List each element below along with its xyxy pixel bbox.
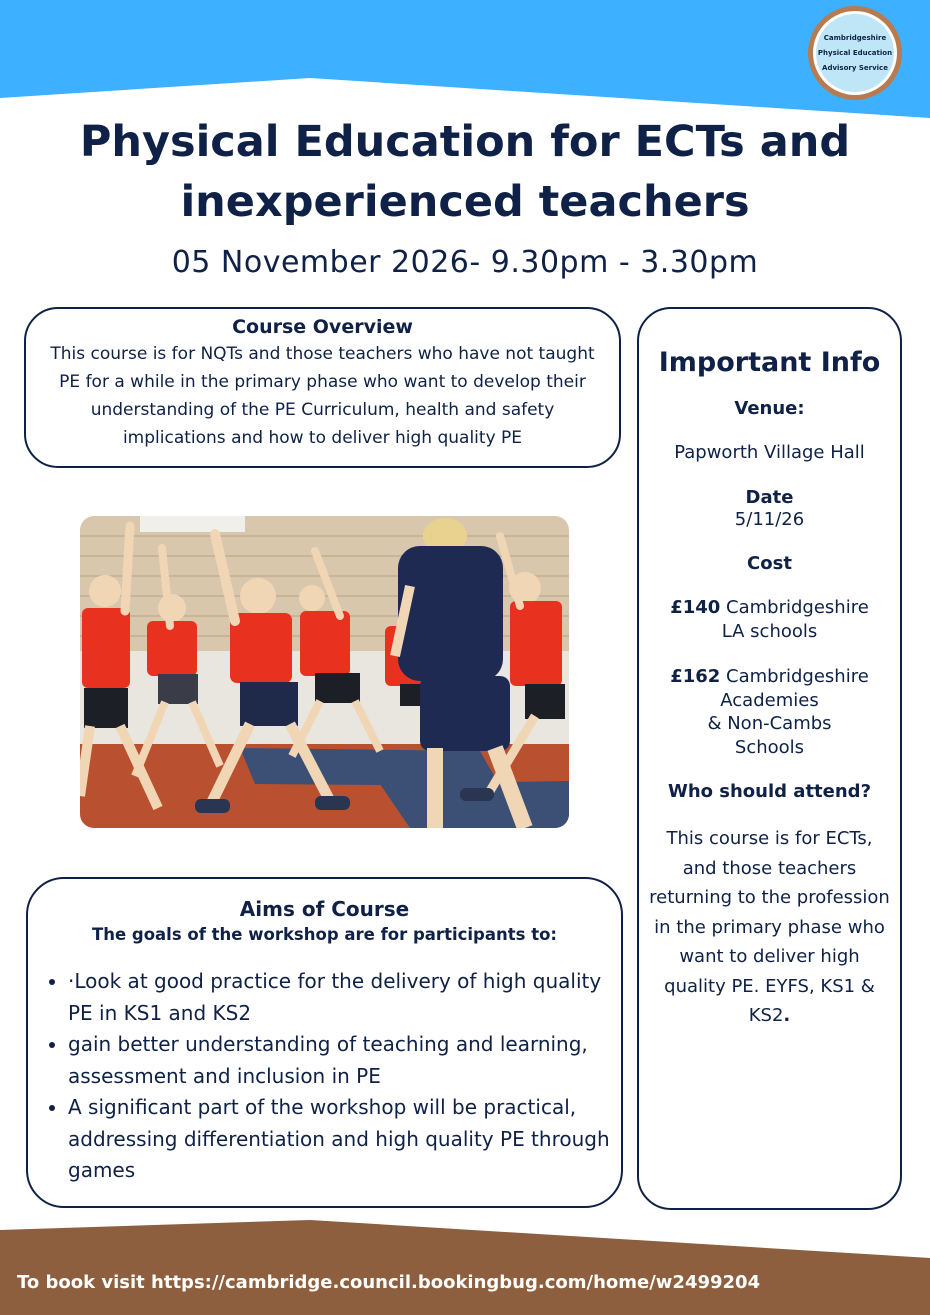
booking-link[interactable]: To book visit https://cambridge.council.bookingbug.com/home/w2499204 — [17, 1272, 761, 1293]
venue-value: Papworth Village Hall — [674, 442, 865, 463]
date-value: 5/11/26 — [734, 508, 805, 530]
course-date-time: 05 November 2026- 9.30pm - 3.30pm — [171, 245, 759, 280]
price2-line4: Schools — [734, 736, 805, 758]
logo-line3: Advisory Service — [822, 63, 888, 72]
page-title — [0, 112, 930, 232]
cost-label: Cost — [747, 553, 792, 574]
aims-of-course-box — [26, 877, 623, 1208]
top-banner — [0, 0, 930, 120]
pe-class-photo — [80, 516, 569, 828]
info-heading: Important Info — [658, 347, 881, 378]
attend-text-block — [647, 824, 892, 1031]
aims-list — [28, 966, 621, 1187]
overview-text: This course is for NQTs and those teachers who have not taught PE for a while in the primary phase who want to develop their understanding of the PE Curriculum, health and safety implications and how to deliver high quality PE — [50, 344, 595, 448]
venue-label: Venue: — [734, 398, 805, 419]
price1-amount: £140 — [670, 597, 721, 618]
list-item: • gain better understanding of teaching and learning, assessment and inclusion in PE — [68, 1029, 617, 1092]
price2-desc: Cambridgeshire — [726, 666, 869, 687]
attend-text: This course is for ECTs, and those teachers returning to the profession in the primary phase who want to deliver high quality PE. EYFS, KS1 & KS2 — [649, 828, 890, 1026]
logo-line1: Cambridgeshire — [823, 33, 887, 42]
photo-illustration — [80, 516, 569, 828]
attend-label: Who should attend? — [667, 781, 872, 802]
overview-heading: Course Overview — [232, 316, 413, 338]
logo-line2: Physical Education — [817, 48, 893, 57]
title-line1: Physical Education for ECTs and — [79, 117, 851, 167]
list-item: • ·Look at good practice for the delivery of high quality PE in KS1 and KS2 — [68, 966, 617, 1029]
price1-desc-line2: LA schools — [721, 620, 818, 642]
price2-line2: Academies — [720, 689, 819, 711]
important-info-box — [637, 307, 902, 1210]
advisory-service-logo — [808, 6, 902, 100]
price2-line3: & Non-Cambs — [707, 713, 832, 734]
list-item: • A significant part of the workshop will be practical, addressing differentiation and high quality PE through games — [68, 1092, 617, 1187]
aims-heading: Aims of Course — [239, 897, 410, 921]
course-overview-box — [24, 307, 621, 468]
date-label: Date — [745, 486, 794, 508]
price1-desc: Cambridgeshire — [726, 597, 869, 618]
aims-subheading: The goals of the workshop are for participants to: — [91, 925, 558, 944]
title-line2: inexperienced teachers — [180, 177, 750, 227]
footer-banner — [0, 1210, 930, 1315]
attend-end: . — [783, 1005, 791, 1026]
price-la-schools — [639, 596, 900, 643]
price2-amount: £162 — [670, 666, 721, 687]
price-academies — [639, 665, 900, 759]
